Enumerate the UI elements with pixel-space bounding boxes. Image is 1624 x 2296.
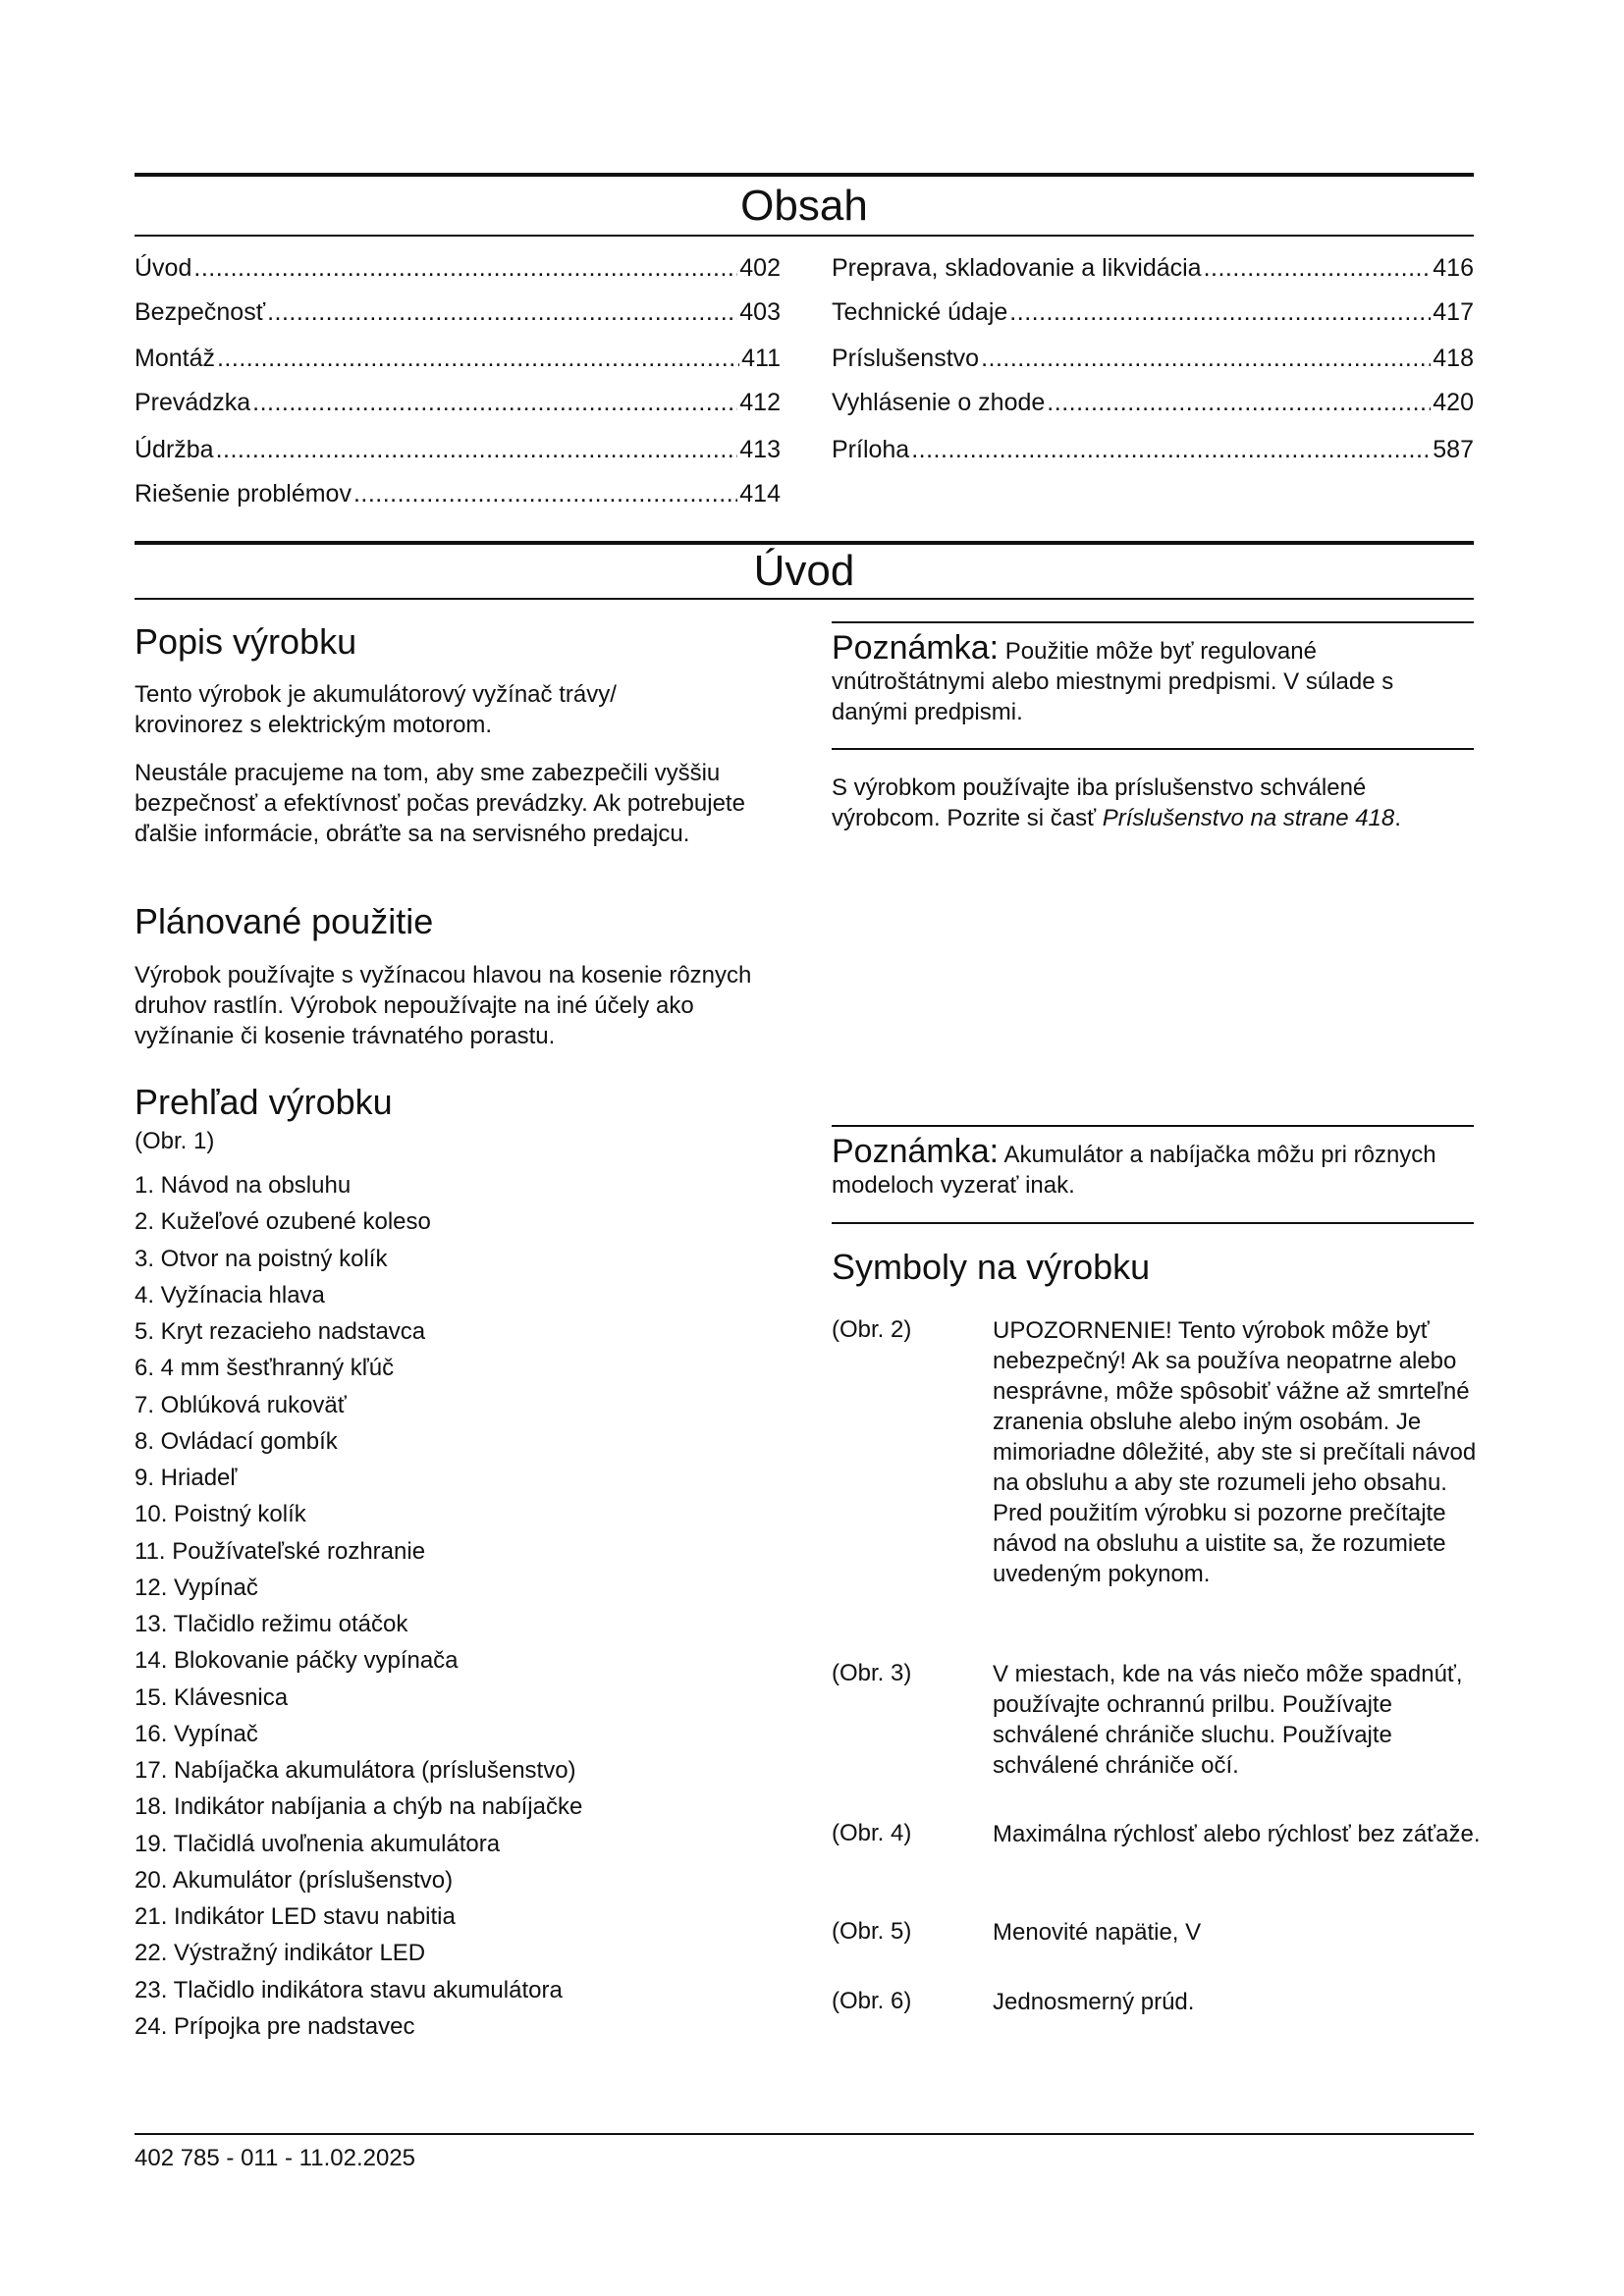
toc-entry-page: 418 bbox=[1433, 345, 1474, 372]
prehlad-list-item: 23. Tlačidlo indikátora stavu akumulátora bbox=[135, 1976, 563, 2003]
toc-entry[interactable] bbox=[135, 297, 781, 327]
toc-entry-page: 412 bbox=[739, 389, 781, 416]
toc-entry[interactable] bbox=[135, 435, 781, 464]
toc-entry-label: Príslušenstvo bbox=[832, 345, 980, 372]
toc-entry-page: 416 bbox=[1433, 254, 1474, 282]
popis-paragraph-1: Tento výrobok je akumulátorový vyžínač trávy/ krovinorez s elektrickým motorom. bbox=[135, 681, 617, 738]
footer-rule bbox=[135, 2133, 1474, 2135]
toc-entry-label: Preprava, skladovanie a likvidácia bbox=[832, 254, 1202, 282]
symbol-description: V miestach, kde na vás niečo môže spadnúť, používajte ochrannú prilbu. Používajte schválené chrániče sluchu. Používajte schválené chrániče očí. bbox=[993, 1661, 1463, 1779]
note1 bbox=[832, 629, 1474, 727]
toc-leader-dots bbox=[1047, 388, 1431, 417]
symbol-figure-ref: (Obr. 5) bbox=[832, 1918, 912, 1945]
toc-leader-dots bbox=[1009, 297, 1431, 327]
prehlad-list-item: 6. 4 mm šesťhranný kľúč bbox=[135, 1355, 395, 1382]
note2-label: Poznámka: bbox=[832, 1133, 1000, 1170]
note2-text: Akumulátor a nabíjačka môžu pri rôznych modeloch vyzerať inak. bbox=[832, 1142, 1436, 1199]
toc-leader-dots bbox=[216, 435, 738, 464]
prehlad-list-item: 21. Indikátor LED stavu nabitia bbox=[135, 1903, 456, 1930]
accessories-link[interactable]: Príslušenstvo na strane 418 bbox=[1102, 805, 1395, 831]
toc-entry[interactable] bbox=[135, 388, 781, 417]
toc-leader-dots bbox=[252, 388, 737, 417]
toc-entry-label: Vyhlásenie o zhode bbox=[832, 389, 1046, 416]
planovane-paragraph: Výrobok používajte s vyžínacou hlavou na kosenie rôznych druhov rastlín. Výrobok nepoužívajte na iné účely ako vyžínanie či kosenie trávnatého porastu. bbox=[135, 962, 752, 1049]
footer-doc-number: 402 785 - 011 - 11.02.2025 bbox=[135, 2145, 416, 2171]
toc-entry-page: 411 bbox=[741, 345, 781, 372]
toc-entry[interactable] bbox=[832, 297, 1474, 327]
toc-entry[interactable] bbox=[832, 253, 1474, 283]
toc-leader-dots bbox=[1204, 253, 1432, 283]
note2 bbox=[832, 1133, 1474, 1201]
prehlad-list-item: 3. Otvor na poistný kolík bbox=[135, 1245, 388, 1272]
toc-leader-dots bbox=[217, 344, 739, 373]
prehlad-list-item: 14. Blokovanie páčky vypínača bbox=[135, 1647, 459, 1675]
planovane-heading: Plánované použitie bbox=[135, 901, 434, 941]
symbol-figure-ref: (Obr. 4) bbox=[832, 1820, 912, 1846]
prehlad-list-item: 7. Oblúková rukoväť bbox=[135, 1391, 347, 1418]
prehlad-list-item: 20. Akumulátor (príslušenstvo) bbox=[135, 1866, 454, 1894]
prehlad-list-item: 10. Poistný kolík bbox=[135, 1501, 306, 1528]
symbol-description: Menovité napätie, V bbox=[993, 1919, 1202, 1946]
prehlad-list-item: 1. Návod na obsluhu bbox=[135, 1172, 352, 1199]
uvod-title-rule bbox=[135, 598, 1474, 600]
accessories-paragraph bbox=[832, 773, 1474, 833]
toc-entry-label: Montáž bbox=[135, 345, 215, 372]
popis-paragraph-2: Neustále pracujeme na tom, aby sme zabezpečili vyššiu bezpečnosť a efektívnosť počas prevádzky. Ak potrebujete ďalšie informácie, obráťte sa na servisného predajcu. bbox=[135, 760, 745, 847]
note1-text: Použitie môže byť regulované vnútroštátnymi alebo miestnymi predpismi. V súlade s danými predpismi. bbox=[832, 638, 1394, 725]
toc-entry[interactable] bbox=[135, 479, 781, 508]
prehlad-heading: Prehľad výrobku bbox=[135, 1082, 393, 1122]
toc-leader-dots bbox=[267, 297, 737, 327]
toc-title-rule bbox=[135, 235, 1474, 237]
toc-entry-page: 417 bbox=[1433, 298, 1474, 326]
popis-heading: Popis výrobku bbox=[135, 621, 357, 662]
prehlad-figure-ref: (Obr. 1) bbox=[135, 1128, 215, 1154]
prehlad-list-item: 16. Vypínač bbox=[135, 1720, 258, 1747]
toc-leader-dots bbox=[193, 253, 737, 283]
toc-leader-dots bbox=[353, 479, 737, 508]
note1-top-rule bbox=[832, 621, 1474, 623]
toc-leader-dots bbox=[981, 344, 1431, 373]
toc-entry-page: 414 bbox=[739, 480, 781, 507]
toc-entry[interactable] bbox=[135, 253, 781, 283]
prehlad-list-item: 18. Indikátor nabíjania a chýb na nabíjačke bbox=[135, 1793, 583, 1821]
symbols-heading: Symboly na výrobku bbox=[832, 1247, 1151, 1287]
symbol-description: Maximálna rýchlosť alebo rýchlosť bez záťaže. bbox=[993, 1821, 1481, 1847]
prehlad-list-item: 13. Tlačidlo režimu otáčok bbox=[135, 1611, 408, 1637]
toc-entry-label: Bezpečnosť bbox=[135, 298, 266, 326]
prehlad-list-item: 12. Vypínač bbox=[135, 1574, 258, 1601]
toc-entry-label: Riešenie problémov bbox=[135, 480, 352, 507]
uvod-top-rule bbox=[135, 541, 1474, 545]
toc-entry[interactable] bbox=[135, 344, 781, 373]
toc-entry-label: Technické údaje bbox=[832, 298, 1008, 326]
toc-entry[interactable] bbox=[832, 344, 1474, 373]
symbol-description: UPOZORNENIE! Tento výrobok môže byť nebezpečný! Ak sa používa neopatrne alebo nesprávne, môže spôsobiť vážne až smrteľné zranenia obsluhe alebo iným osobám. Je mimoriadne dôležité, aby ste si prečítali návod na obsluhu a aby ste rozumeli jeho obsahu. Pred použitím výrobku si pozorne prečítajte návod na obsluhu a uistite sa, že rozumiete uvedeným pokynom. bbox=[993, 1317, 1477, 1587]
accessories-end: . bbox=[1394, 805, 1401, 831]
uvod-title: Úvod bbox=[753, 547, 855, 595]
toc-entry-page: 587 bbox=[1433, 436, 1474, 463]
toc-entry[interactable] bbox=[832, 388, 1474, 417]
symbol-description: Jednosmerný prúd. bbox=[993, 1989, 1195, 2015]
symbol-figure-ref: (Obr. 2) bbox=[832, 1316, 912, 1343]
toc-entry-label: Prevádzka bbox=[135, 389, 251, 416]
prehlad-list-item: 24. Prípojka pre nadstavec bbox=[135, 2012, 415, 2040]
toc-entry-page: 403 bbox=[739, 298, 781, 326]
note2-top-rule bbox=[832, 1125, 1474, 1127]
toc-entry-label: Údržba bbox=[135, 436, 214, 463]
toc-entry-page: 413 bbox=[739, 436, 781, 463]
symbol-figure-ref: (Obr. 3) bbox=[832, 1660, 912, 1686]
accessories-text: S výrobkom používajte iba príslušenstvo schválené výrobcom. Pozrite si časť bbox=[832, 774, 1367, 831]
prehlad-list-item: 2. Kužeľové ozubené koleso bbox=[135, 1208, 431, 1236]
toc-leader-dots bbox=[911, 435, 1431, 464]
symbol-figure-ref: (Obr. 6) bbox=[832, 1988, 912, 2014]
prehlad-list-item: 19. Tlačidlá uvoľnenia akumulátora bbox=[135, 1830, 501, 1857]
prehlad-list-item: 15. Klávesnica bbox=[135, 1683, 289, 1711]
prehlad-list-item: 11. Používateľské rozhranie bbox=[135, 1537, 426, 1565]
prehlad-list-item: 8. Ovládací gombík bbox=[135, 1427, 338, 1455]
toc-entry-label: Úvod bbox=[135, 254, 192, 282]
prehlad-list-item: 17. Nabíjačka akumulátora (príslušenstvo) bbox=[135, 1757, 576, 1784]
note1-label: Poznámka: bbox=[832, 629, 1000, 667]
toc-title: Obsah bbox=[740, 182, 868, 230]
toc-entry-page: 402 bbox=[739, 254, 781, 282]
toc-entry[interactable] bbox=[832, 435, 1474, 464]
note2-bottom-rule bbox=[832, 1222, 1474, 1224]
note1-bottom-rule bbox=[832, 748, 1474, 750]
prehlad-list-item: 4. Vyžínacia hlava bbox=[135, 1281, 325, 1308]
prehlad-list-item: 5. Kryt rezacieho nadstavca bbox=[135, 1318, 426, 1345]
toc-entry-page: 420 bbox=[1433, 389, 1474, 416]
toc-entry-label: Príloha bbox=[832, 436, 910, 463]
prehlad-list-item: 22. Výstražný indikátor LED bbox=[135, 1940, 426, 1967]
prehlad-list-item: 9. Hriadeľ bbox=[135, 1465, 238, 1491]
toc-top-rule bbox=[135, 173, 1474, 177]
